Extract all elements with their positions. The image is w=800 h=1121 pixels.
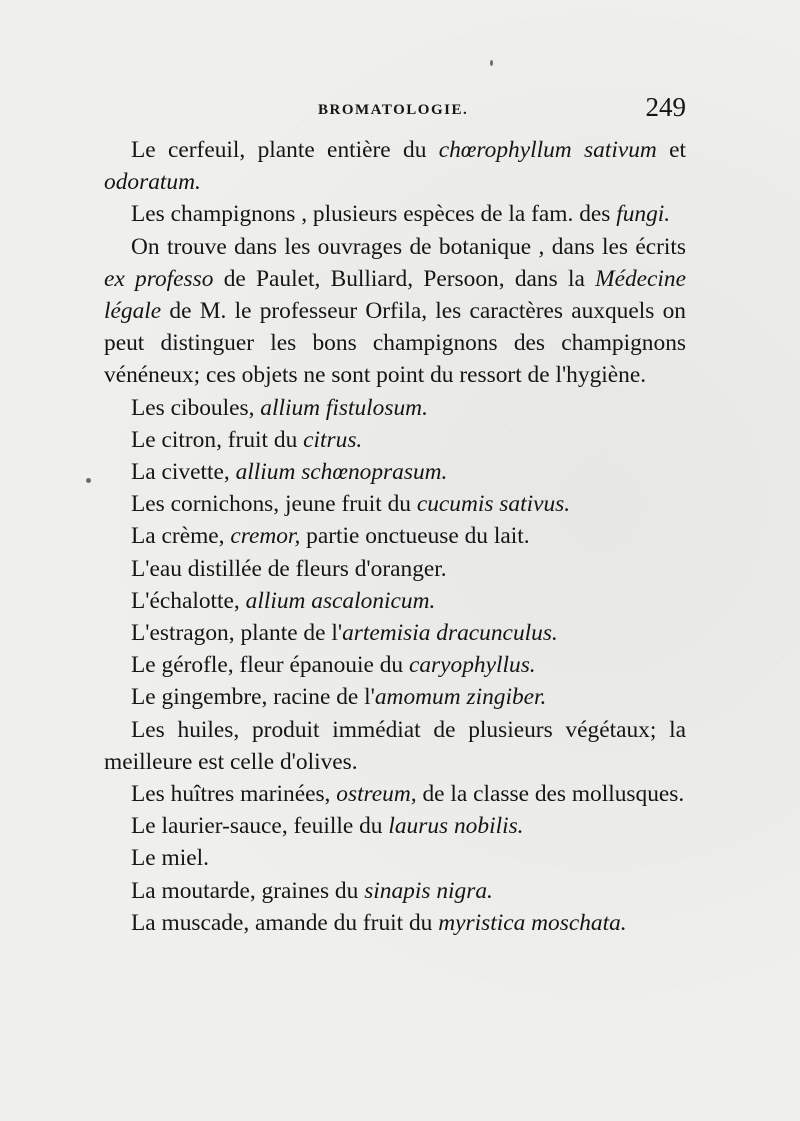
text-segment: Les huîtres marinées, <box>131 781 337 808</box>
paragraph <box>104 617 686 649</box>
italic-term: artemisia dracunculus. <box>342 620 558 647</box>
text-segment: Le gingembre, racine de l' <box>131 684 375 711</box>
text-segment: et <box>656 137 687 163</box>
paragraph <box>104 585 686 617</box>
text-segment: partie onctueuse du lait. <box>300 523 530 550</box>
paragraph <box>104 714 686 778</box>
paragraph <box>104 456 686 488</box>
paragraph <box>104 649 686 681</box>
italic-term: allium ascalonicum. <box>245 587 436 614</box>
text-segment: Les champignons , plusieurs espèces de la fam. des <box>131 201 617 228</box>
paragraph <box>104 392 686 424</box>
paragraph <box>104 842 686 874</box>
body-text <box>104 134 686 939</box>
text-segment: de M. le professeur Orfila, les caractères auxquels on peut distinguer les bons champignons des champignons vénéneux; ces objets ne sont point du ressort de l'hygiène. <box>104 298 686 389</box>
italic-term: ostreum, <box>336 781 417 808</box>
paragraph <box>104 520 686 552</box>
text-segment: de la classe des mollusques. <box>416 781 685 808</box>
italic-term: odoratum. <box>104 169 201 196</box>
text-segment: de Paulet, Bulliard, Persoon, dans la <box>213 265 596 292</box>
paragraph <box>104 810 686 842</box>
italic-term: amomum zingiber. <box>374 684 547 711</box>
ink-speck <box>86 478 91 483</box>
paragraph <box>104 134 686 198</box>
italic-term: cucumis sativus. <box>416 491 571 518</box>
paragraph <box>104 553 686 585</box>
text-segment: L'eau distillée de fleurs d'oranger. <box>131 555 447 582</box>
text-segment: Le cerfeuil, plante entière du <box>131 137 439 163</box>
italic-term: allium schœnoprasum. <box>235 459 448 486</box>
text-segment: Le citron, fruit du <box>131 426 304 453</box>
page-header <box>104 92 686 132</box>
running-title: BROMATOLOGIE. <box>318 102 469 118</box>
paragraph <box>104 907 686 939</box>
text-segment: La moutarde, graines du <box>131 877 365 904</box>
text-segment: La civette, <box>131 459 236 486</box>
paragraph <box>104 778 686 810</box>
text-segment: La muscade, amande du fruit du <box>131 909 439 936</box>
paragraph <box>104 488 686 520</box>
italic-term: caryophyllus. <box>408 652 536 679</box>
text-segment: Les cornichons, jeune fruit du <box>131 491 417 518</box>
italic-term: fungi. <box>616 201 671 228</box>
italic-term: allium fistulosum. <box>260 394 428 421</box>
text-segment: Le miel. <box>131 845 209 872</box>
italic-term: ex professo <box>104 265 214 292</box>
ink-speck <box>490 60 493 66</box>
text-segment: Le gérofle, fleur épanouie du <box>131 652 409 679</box>
text-segment: Le laurier-sauce, feuille du <box>131 813 389 840</box>
italic-term: sinapis nigra. <box>364 877 493 904</box>
italic-term: citrus. <box>303 426 363 453</box>
paragraph <box>104 681 686 713</box>
italic-term: myristica moschata. <box>438 909 627 936</box>
text-segment: L'estragon, plante de l' <box>131 620 343 647</box>
paragraph <box>104 424 686 456</box>
paragraph <box>104 231 686 392</box>
paragraph <box>104 198 686 230</box>
page-number: 249 <box>645 92 686 122</box>
text-segment: La crème, <box>131 523 231 550</box>
text-segment: L'échalotte, <box>131 587 246 614</box>
italic-term: chœrophyllum sativum <box>438 137 657 163</box>
text-segment: Les huiles, produit immédiat de plusieurs végétaux; la meilleure est celle d'olives. <box>104 716 686 775</box>
text-segment: On trouve dans les ouvrages de botanique , dans les écrits <box>131 233 686 260</box>
italic-term: cremor, <box>230 523 301 550</box>
italic-term: laurus nobilis. <box>388 813 524 840</box>
italic-term: Médecine légale <box>104 265 686 325</box>
paragraph <box>104 875 686 907</box>
text-segment: Les ciboules, <box>131 394 261 421</box>
